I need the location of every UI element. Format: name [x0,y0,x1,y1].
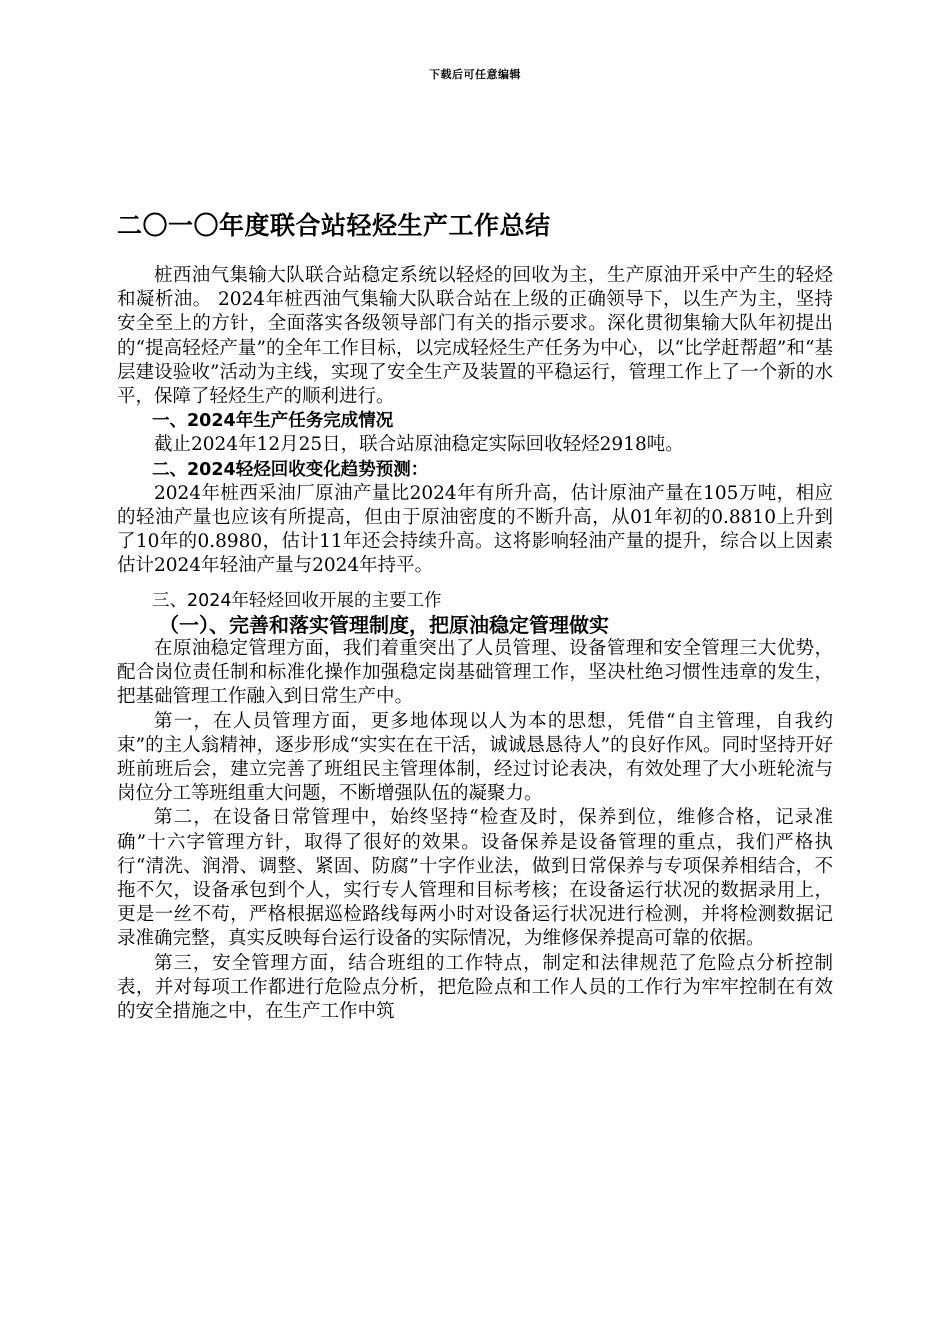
document-body [117,246,833,1024]
subsection-paragraph-personnel: 第一，在人员管理方面，更多地体现以人为本的思想，凭借“自主管理，自我约束”的主人翁精神，逐步形成“实实在在干活，诚诚恳恳待人”的良好作风。同时坚持开好班前班后会，建立完善了班组民主管理体制，经过讨论表决，有效处理了大小班轮流与岗位分工等班组重大问题，不断增强队伍的凝聚力。 [117,710,833,805]
section-2-paragraph: 2024年桩西采油厂原油产量比2024年有所升高，估计原油产量在105万吨，相应的轻油产量也应该有所提高，但由于原油密度的不断升高，从01年初的0.8810上升到了10年的0.8980，估计11年还会持续升高。这将影响轻油产量的提升，综合以上因素估计2024年轻油产量与2024年持平。 [117,482,833,577]
section-1-paragraph: 截止2024年12月25日，联合站原油稳定实际回收轻烃2918吨。 [154,434,684,456]
header-note: 下载后可任意编辑 [429,68,521,81]
subsection-paragraph-equipment: 第二，在设备日常管理中，始终坚持“检查及时，保养到位，维修合格，记录准确”十六字管理方针，取得了很好的效果。设备保养是设备管理的重点，我们严格执行“清洗、润滑、调整、紧固、防腐”十字作业法，做到日常保养与专项保养相结合，不拖不欠，设备承包到个人，实行专人管理和目标考核；在设备运行状况的数据录用上，更是一丝不苟，严格根据巡检路线每两小时对设备运行状况进行检测，并将检测数据记录准确完整，真实反映每台运行设备的实际情况，为维修保养提高可靠的依据。 [117,807,833,950]
intro-paragraph: 桩西油气集输大队联合站稳定系统以轻烃的回收为主，生产原油开采中产生的轻烃和凝析油。 2024年桩西油气集输大队联合站在上级的正确领导下，以生产为主，坚持安全至上的方针，全面落实各级领导部门有关的指示要求。深化贯彻集输大队年初提出的“提高轻烃产量”的全年工作目标，以完成轻烃生产任务为中心，以“比学赶帮超”和“基层建设验收”活动为主线，实现了安全生产及装置的平稳运行，管理工作上了一个新的水平，保障了轻烃生产的顺利进行。 [117,265,833,408]
subsection-paragraph-safety: 第三，安全管理方面，结合班组的工作特点，制定和法律规范了危险点分析控制表，并对每项工作都进行危险点分析，把危险点和工作人员的工作行为牢牢控制在有效的安全措施之中，在生产工作中筑 [117,952,833,1023]
subsection-paragraph-management: 在原油稳定管理方面，我们着重突出了人员管理、设备管理和安全管理三大优势，配合岗位责任制和标准化操作加强稳定岗基础管理工作，坚决杜绝习惯性违章的发生，把基础管理工作融入到日常生产中。 [117,638,833,708]
section-heading-3: 三、2024年轻烃回收开展的主要工作 [152,590,442,611]
section-heading-2: 二、2024轻烃回收变化趋势预测： [152,459,429,480]
subsection-heading-3-1: （一）、完善和落实管理制度，把原油稳定管理做实 [159,612,609,637]
section-heading-1: 一、2024年生产任务完成情况 [152,411,394,432]
document-title: 二〇一〇年度联合站轻烃生产工作总结 [117,211,551,240]
